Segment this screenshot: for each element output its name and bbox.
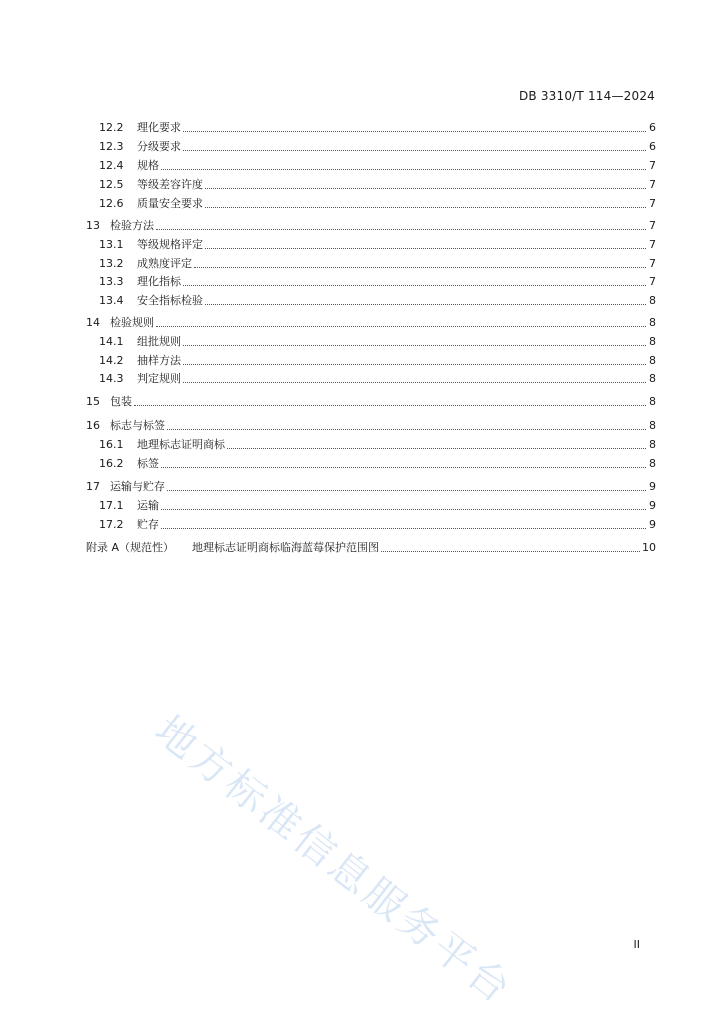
toc-entry-title: 安全指标检验: [137, 294, 203, 307]
toc-entry-page: 8: [649, 372, 656, 385]
toc-leader-dots: [183, 131, 646, 132]
toc-leader-dots: [205, 248, 646, 249]
toc-entry-title: 组批规则: [137, 335, 181, 348]
toc-entry[interactable]: [99, 157, 656, 173]
toc-leader-dots: [183, 150, 646, 151]
toc-entry-number: 附录 A（规范性）: [86, 541, 175, 554]
toc-entry[interactable]: [99, 236, 656, 252]
toc-entry-number: 14.2: [99, 354, 124, 367]
toc-entry[interactable]: [86, 314, 656, 330]
page-number: II: [633, 938, 640, 951]
toc-entry[interactable]: [99, 333, 656, 349]
toc-entry-page: 8: [649, 316, 656, 329]
watermark: 地方标准信息服务平台: [146, 707, 522, 1015]
toc-entry-title: 标签: [137, 457, 159, 470]
toc-leader-dots: [161, 509, 646, 510]
toc-entry-page: 6: [649, 121, 656, 134]
toc-entry-title: 贮存: [137, 518, 159, 531]
toc-entry[interactable]: [99, 119, 656, 135]
toc-entry-page: 8: [649, 354, 656, 367]
toc-entry-title: 等级差容许度: [137, 178, 203, 191]
toc-entry-title: 判定规则: [137, 372, 181, 385]
toc-entry-number: 13: [86, 219, 100, 232]
toc-entry[interactable]: [99, 292, 656, 308]
toc-entry-number: 13.2: [99, 257, 124, 270]
toc-entry-number: 15: [86, 395, 100, 408]
toc-entry-page: 7: [649, 159, 656, 172]
toc-entry-title: 质量安全要求: [137, 197, 203, 210]
toc-entry-page: 9: [649, 480, 656, 493]
toc-entry[interactable]: [86, 217, 656, 233]
toc-entry-page: 8: [649, 294, 656, 307]
toc-entry-number: 13.1: [99, 238, 124, 251]
toc-entry-number: 13.3: [99, 275, 124, 288]
toc-entry-number: 16.1: [99, 438, 124, 451]
toc-entry-page: 7: [649, 238, 656, 251]
toc-entry[interactable]: [99, 273, 656, 289]
toc-entry-number: 17.2: [99, 518, 124, 531]
toc-leader-dots: [161, 467, 646, 468]
toc-entry-title: 规格: [137, 159, 159, 172]
toc-entry-page: 9: [649, 518, 656, 531]
toc-entry-page: 7: [649, 275, 656, 288]
toc-entry-page: 7: [649, 197, 656, 210]
toc-entry-page: 8: [649, 419, 656, 432]
toc-entry[interactable]: [99, 497, 656, 513]
toc-leader-dots: [227, 448, 646, 449]
toc-entry[interactable]: [99, 370, 656, 386]
toc-entry-number: 13.4: [99, 294, 124, 307]
toc-leader-dots: [167, 490, 646, 491]
toc-entry[interactable]: [99, 255, 656, 271]
toc-leader-dots: [183, 285, 646, 286]
toc-entry-number: 16: [86, 419, 100, 432]
toc-entry[interactable]: [86, 417, 656, 433]
toc-entry-title: 理化指标: [137, 275, 181, 288]
toc-leader-dots: [156, 229, 646, 230]
toc-entry-page: 9: [649, 499, 656, 512]
document-code: DB 3310/T 114—2024: [518, 89, 655, 103]
toc-entry[interactable]: [86, 478, 656, 494]
toc-entry-title: 标志与标签: [110, 419, 165, 432]
toc-entry[interactable]: [99, 176, 656, 192]
toc-entry[interactable]: [99, 352, 656, 368]
toc-entry-number: 12.3: [99, 140, 124, 153]
toc-entry-number: 17.1: [99, 499, 124, 512]
toc-entry-title: 运输与贮存: [110, 480, 165, 493]
toc-entry-page: 7: [649, 257, 656, 270]
toc-leader-dots: [381, 551, 640, 552]
toc-entry[interactable]: [99, 138, 656, 154]
toc-entry-title: 包装: [110, 395, 132, 408]
toc-leader-dots: [183, 345, 646, 346]
toc-entry-page: 7: [649, 219, 656, 232]
toc-entry-number: 12.2: [99, 121, 124, 134]
toc-leader-dots: [205, 304, 646, 305]
toc-entry-title: 理化要求: [137, 121, 181, 134]
toc-leader-dots: [183, 364, 646, 365]
toc-entry-title: 等级规格评定: [137, 238, 203, 251]
toc-entry-title: 地理标志证明商标临海蓝莓保护范围图: [192, 541, 380, 554]
toc-leader-dots: [156, 326, 646, 327]
toc-leader-dots: [167, 429, 646, 430]
toc-entry-number: 17: [86, 480, 100, 493]
toc-entry-title: 运输: [137, 499, 159, 512]
toc-entry[interactable]: [99, 436, 656, 452]
toc-entry-number: 14.1: [99, 335, 124, 348]
toc-entry-page: 8: [649, 438, 656, 451]
toc-leader-dots: [194, 267, 646, 268]
toc-entry-title: 成熟度评定: [137, 257, 192, 270]
toc-entry[interactable]: [99, 195, 656, 211]
toc-entry-page: 6: [649, 140, 656, 153]
toc-entry-page: 10: [642, 541, 656, 554]
toc-entry-page: 7: [649, 178, 656, 191]
toc-entry-title: 检验方法: [110, 219, 154, 232]
toc-entry-title: 地理标志证明商标: [137, 438, 225, 451]
toc-entry-number: 16.2: [99, 457, 124, 470]
toc-leader-dots: [134, 405, 646, 406]
toc-entry-number: 14.3: [99, 372, 124, 385]
toc-leader-dots: [161, 169, 646, 170]
toc-entry[interactable]: [86, 539, 656, 555]
toc-leader-dots: [205, 188, 646, 189]
toc-entry-number: 12.5: [99, 178, 124, 191]
toc-entry-number: 12.4: [99, 159, 124, 172]
toc-leader-dots: [161, 528, 646, 529]
toc-entry-number: 12.6: [99, 197, 124, 210]
toc-entry-page: 8: [649, 335, 656, 348]
toc-entry-title: 分级要求: [137, 140, 181, 153]
toc-entry[interactable]: [86, 393, 656, 409]
toc-leader-dots: [183, 382, 646, 383]
toc-leader-dots: [205, 207, 646, 208]
toc-entry[interactable]: [99, 516, 656, 532]
toc-entry-number: 14: [86, 316, 100, 329]
toc-entry-page: 8: [649, 457, 656, 470]
toc-entry[interactable]: [99, 455, 656, 471]
toc-entry-page: 8: [649, 395, 656, 408]
toc-entry-title: 抽样方法: [137, 354, 181, 367]
toc-entry-title: 检验规则: [110, 316, 154, 329]
